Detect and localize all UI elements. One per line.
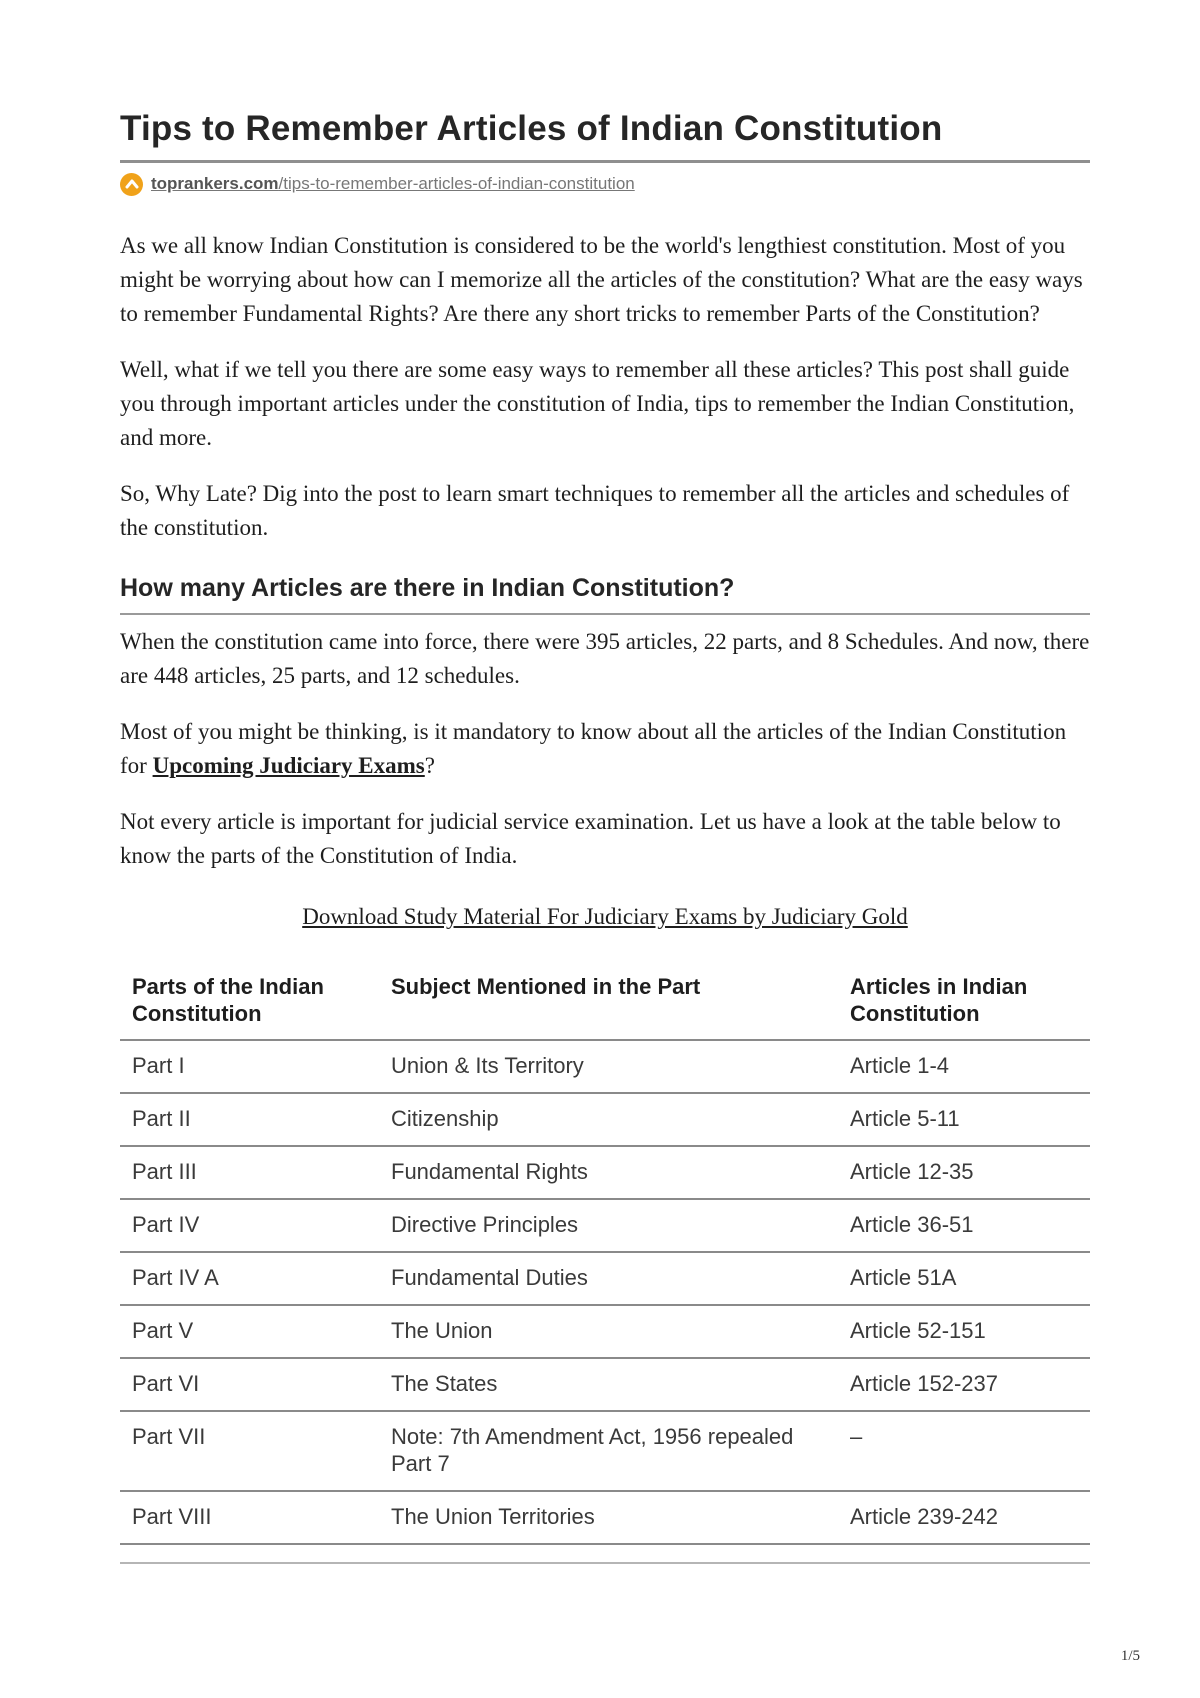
part-cell: Part VI [120,1358,379,1411]
table-intro-paragraph: Not every article is important for judicial service examination. Let us have a look at the table below to know the parts of the Constitution of India. [120,809,1061,868]
articles-cell: Article 5-11 [838,1093,1090,1146]
articles-cell: Article 51A [838,1252,1090,1305]
source-url-link[interactable] [151,174,635,194]
subject-cell: Union & Its Territory [379,1040,838,1093]
part-cell: Part VIII [120,1491,379,1544]
articles-cell: Article 12-35 [838,1146,1090,1199]
subject-cell: The States [379,1358,838,1411]
mandatory-paragraph [120,715,1090,783]
articles-cell: – [838,1411,1090,1491]
upcoming-judiciary-exams-link[interactable]: Upcoming Judiciary Exams [152,753,425,778]
table-row [120,1093,1090,1146]
table-row [120,1199,1090,1252]
source-link-row [120,171,1090,197]
parts-table [120,963,1090,1545]
table-row [120,1305,1090,1358]
column-header-articles: Articles in Indian Constitution [838,963,1090,1040]
articles-cell: Article 239-242 [838,1491,1090,1544]
articles-cell: Article 36-51 [838,1199,1090,1252]
subject-cell: Directive Principles [379,1199,838,1252]
part-cell: Part V [120,1305,379,1358]
section-heading: How many Articles are there in Indian Constitution? [120,574,735,602]
intro-paragraph-2: Well, what if we tell you there are some easy ways to remember all these articles? This post shall guide you through important articles under the constitution of India, tips to remember the Indian Constitution, and more. [120,357,1075,450]
table-row [120,1411,1090,1491]
part-cell: Part IV [120,1199,379,1252]
page-title: Tips to Remember Articles of Indian Constitution [120,109,943,148]
download-study-material-link[interactable]: Download Study Material For Judiciary Exams by Judiciary Gold [302,904,908,929]
subject-cell: Citizenship [379,1093,838,1146]
part-cell: Part VII [120,1411,379,1491]
column-header-subject: Subject Mentioned in the Part [379,963,838,1040]
page-number: 1/5 [1120,1648,1140,1664]
table-header-row [120,963,1090,1040]
articles-cell: Article 152-237 [838,1358,1090,1411]
subject-cell: Fundamental Duties [379,1252,838,1305]
table-row [120,1252,1090,1305]
section-divider [120,613,1090,615]
column-header-parts: Parts of the Indian Constitution [120,963,379,1040]
end-divider [120,1562,1090,1564]
articles-count-paragraph: When the constitution came into force, there were 395 articles, 22 parts, and 8 Schedules. And now, there are 448 articles, 25 parts, and 12 schedules. [120,629,1090,688]
table-row [120,1040,1090,1093]
subject-cell: Fundamental Rights [379,1146,838,1199]
intro-paragraph-1: As we all know Indian Constitution is considered to be the world's lengthiest constitution. Most of you might be worrying about how can I memorize all the articles of the constitution? What are the easy ways to remember Fundamental Rights? Are there any short tricks to remember Parts of the Constitution? [120,233,1083,326]
intro-paragraph-3: So, Why Late? Dig into the post to learn smart techniques to remember all the articles and schedules of the constitution. [120,481,1070,540]
part-cell: Part II [120,1093,379,1146]
subject-cell: The Union Territories [379,1491,838,1544]
table-row [120,1358,1090,1411]
part-cell: Part I [120,1040,379,1093]
articles-cell: Article 52-151 [838,1305,1090,1358]
part-cell: Part IV A [120,1252,379,1305]
articles-cell: Article 1-4 [838,1040,1090,1093]
part-cell: Part III [120,1146,379,1199]
subject-cell: The Union [379,1305,838,1358]
mandatory-text-end: ? [424,753,435,778]
title-divider [120,160,1090,163]
source-path: /tips-to-remember-articles-of-indian-constitution [278,174,635,193]
subject-cell: Note: 7th Amendment Act, 1956 repealed Part 7 [379,1411,838,1491]
mandatory-text: Most of you might be thinking, is it mandatory to know about all the articles of the Indian Constitution for [120,719,1067,778]
toprankers-logo-icon [120,173,143,196]
table-row [120,1491,1090,1544]
table-row [120,1146,1090,1199]
source-domain: toprankers.com [151,174,279,193]
article-content [120,108,1090,1564]
